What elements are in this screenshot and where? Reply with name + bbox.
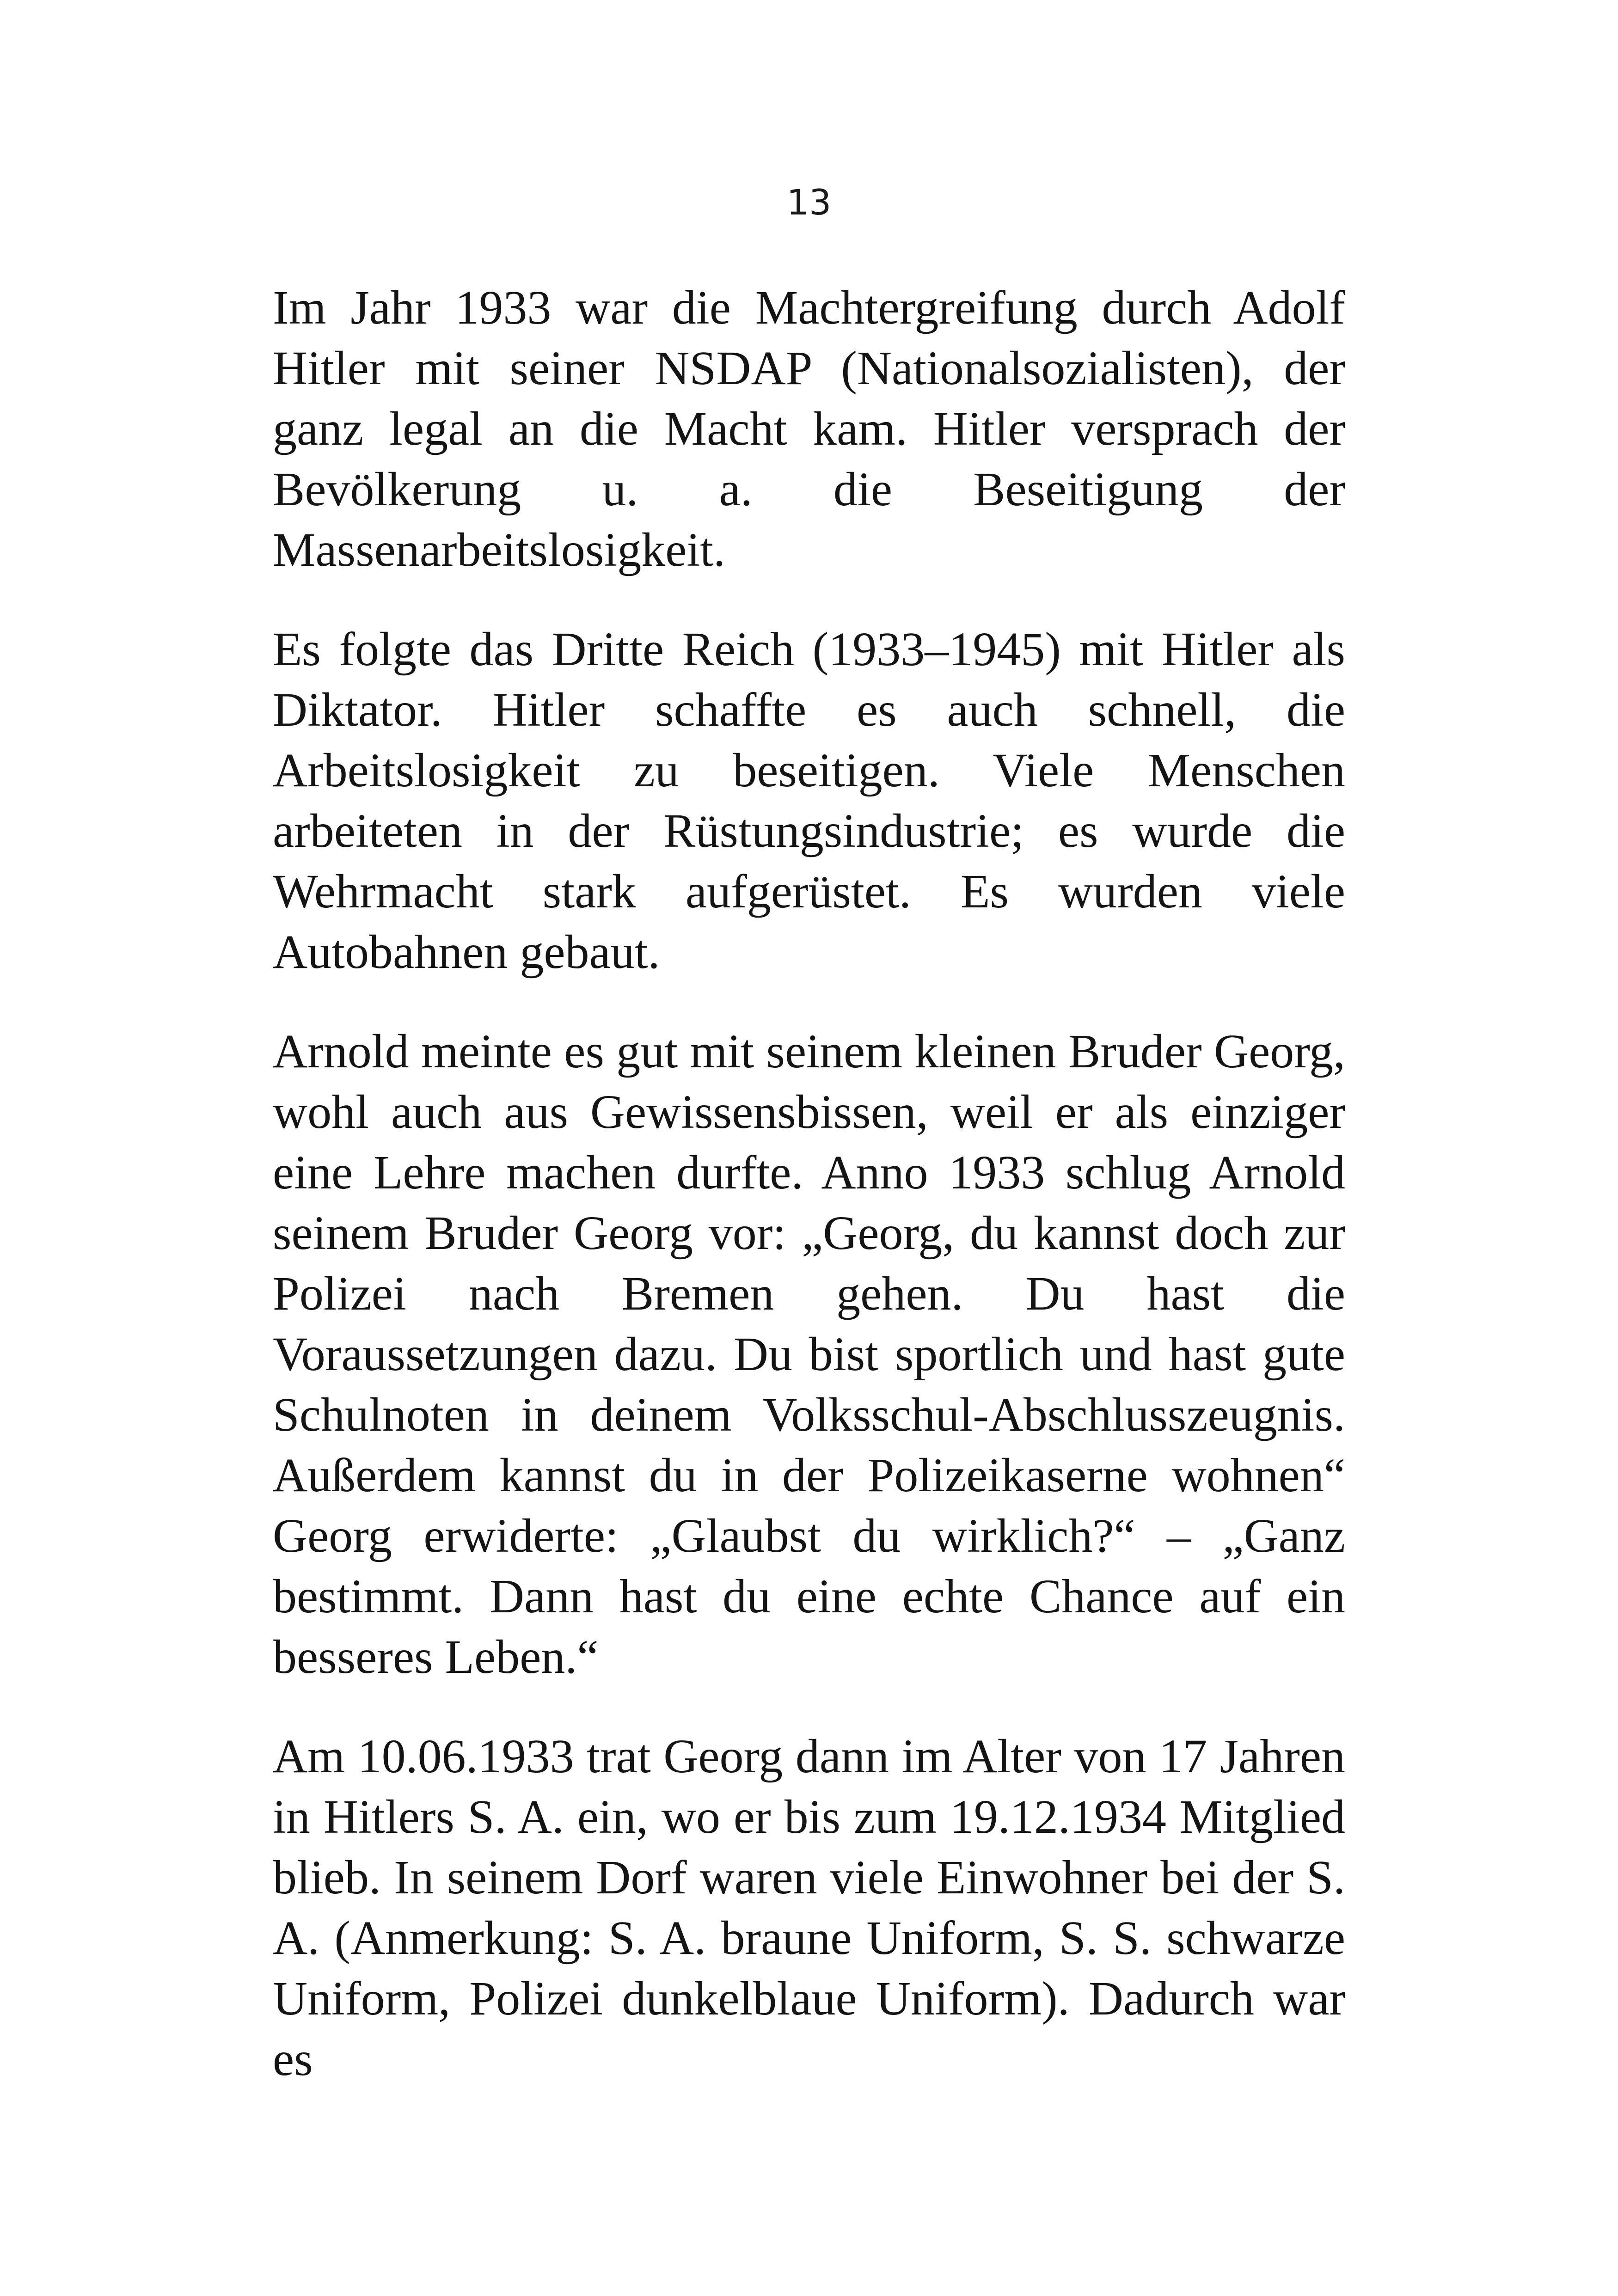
paragraph: Am 10.06.1933 trat Georg dann im Alter von 17 Jahren in Hitlers S. A. ein, wo er bis zum 19.12.1934 Mitglied blieb. In seinem Dorf waren viele Einwohner bei der S. A. (Anmerkung: S. A. braune Uniform, S. S. schwarze Uniform, Polizei dunkelblaue Uniform). Dadurch war es	[273, 1730, 1345, 2086]
page-number: 13	[786, 182, 832, 223]
paragraph: Im Jahr 1933 war die Machtergreifung durch Adolf Hitler mit seiner NSDAP (Nationalsozialisten), der ganz legal an die Macht kam. Hitler versprach der Bevölkerung u. a. die Beseitigung der Massenarbeitslosigkeit.	[273, 281, 1345, 576]
paragraph: Es folgte das Dritte Reich (1933–1945) mit Hitler als Diktator. Hitler schaffte es auch schnell, die Arbeitslosigkeit zu beseitigen. Viele Menschen arbeiteten in der Rüstungsindustrie; es wurde die Wehrmacht stark aufgerüstet. Es wurden viele Autobahnen gebaut.	[273, 623, 1345, 979]
paragraph: Arnold meinte es gut mit seinem kleinen Bruder Georg, wohl auch aus Gewissensbissen, weil er als einziger eine Lehre machen durfte. Anno 1933 schlug Arnold seinem Bruder Georg vor: „Georg, du kannst doch zur Polizei nach Bremen gehen. Du hast die Voraussetzungen dazu. Du bist sportlich und hast gute Schulnoten in deinem Volksschul-Abschlusszeugnis. Außerdem kannst du in der Polizeikaserne wohnen“ Georg erwiderte: „Glaubst du wirklich?“ – „Ganz bestimmt. Dann hast du eine echte Chance auf ein besseres Leben.“	[273, 1025, 1345, 1684]
body-text	[273, 277, 1345, 2089]
